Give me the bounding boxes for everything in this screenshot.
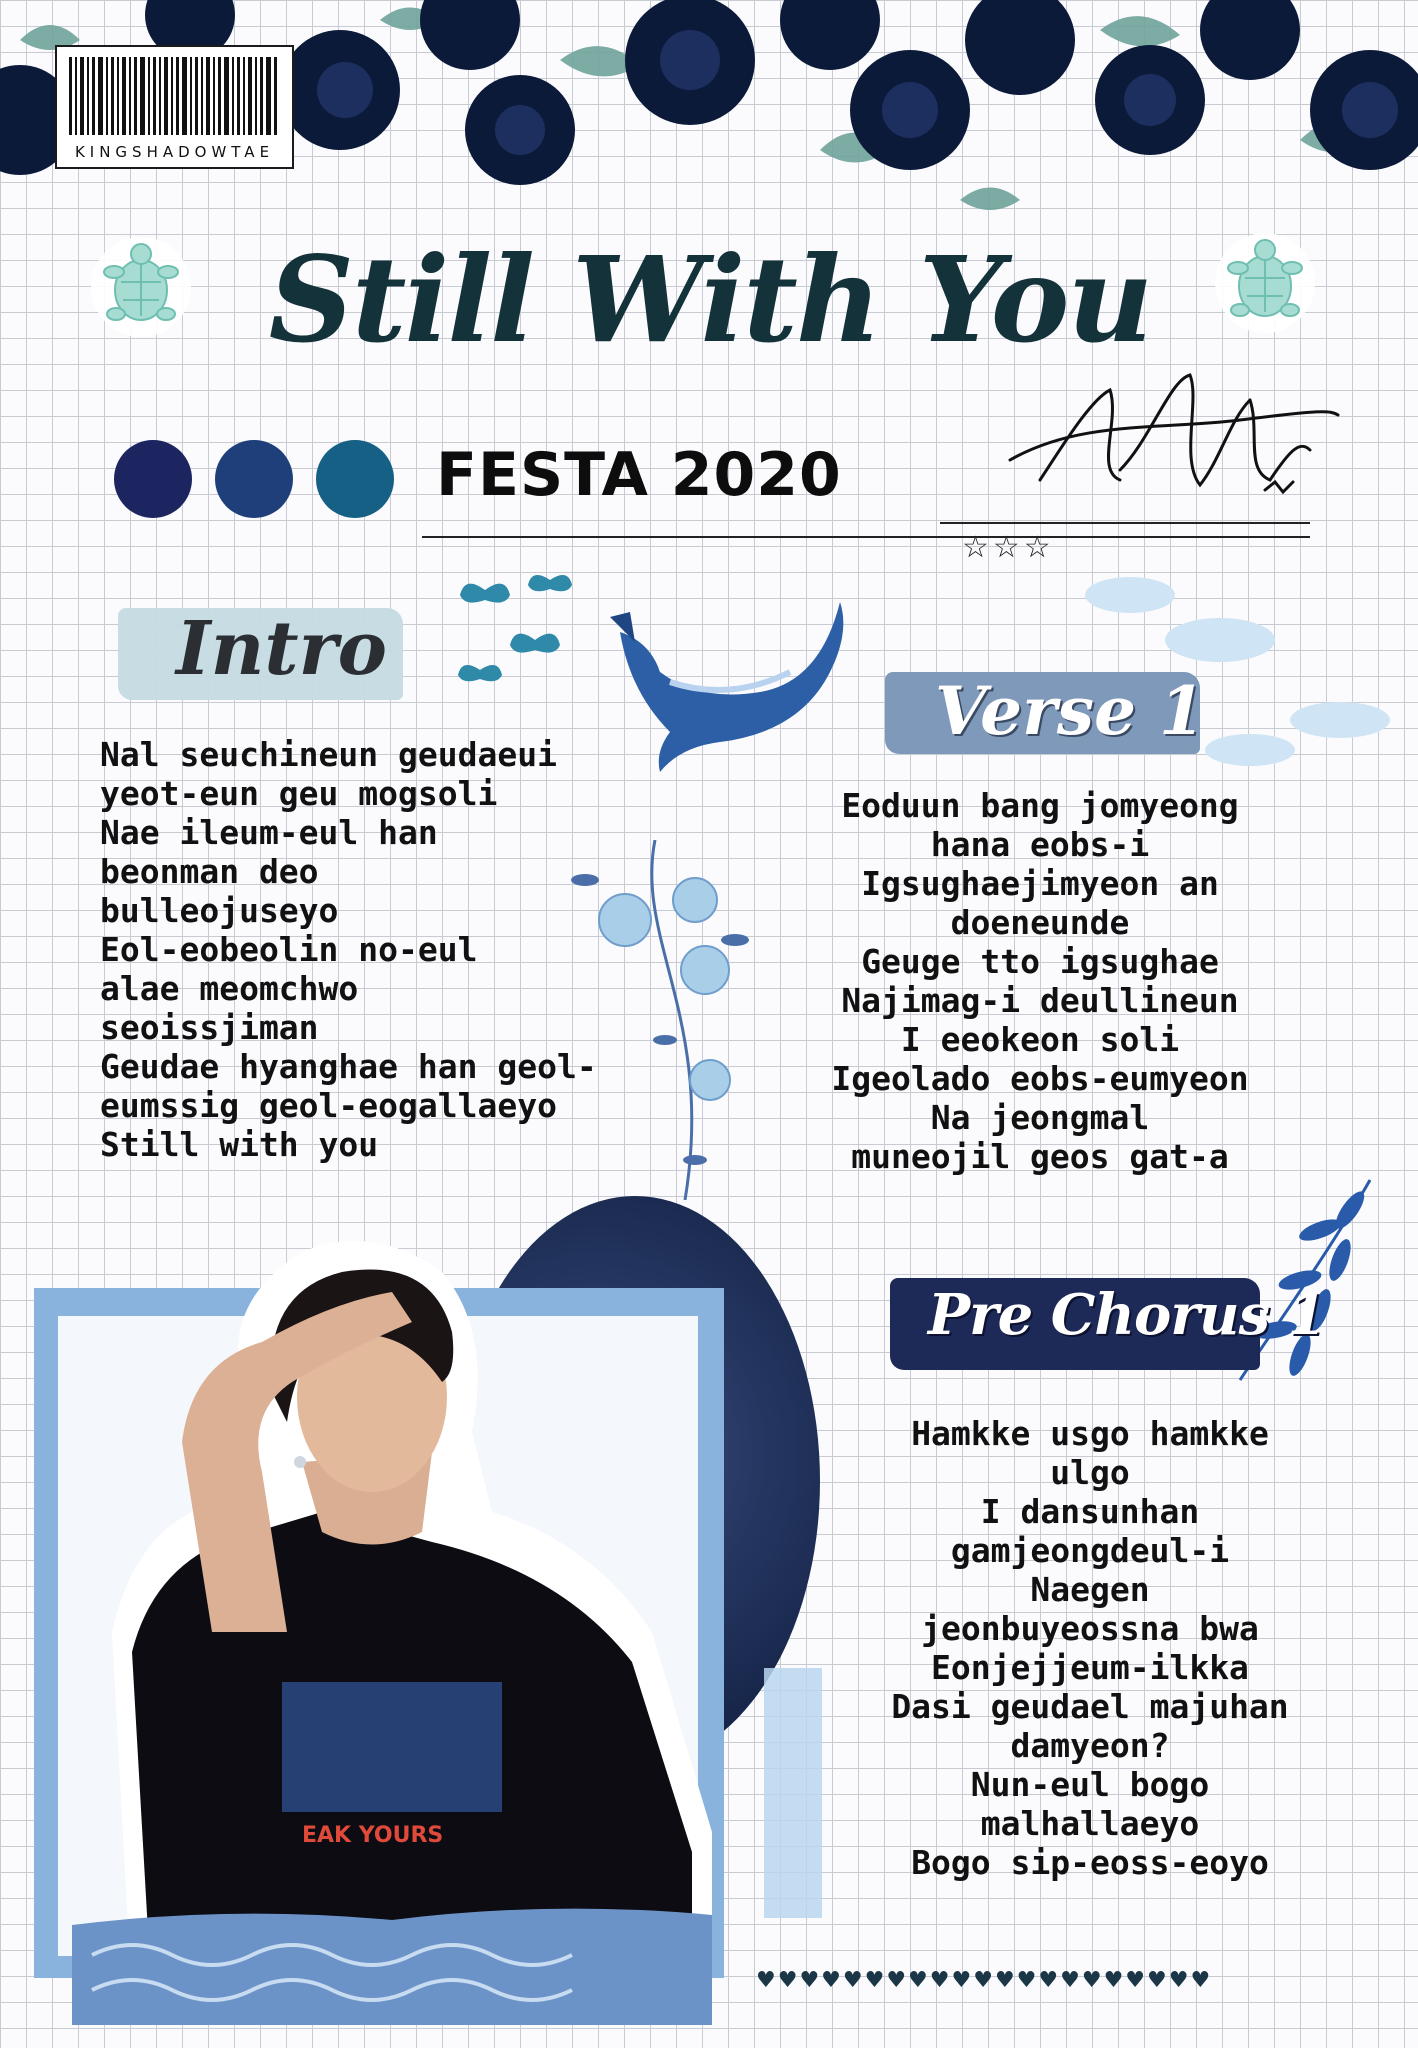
page-title: Still With You bbox=[268, 230, 1152, 369]
intro-heading: Intro bbox=[176, 606, 387, 692]
barcode-text: KINGSHADOWTAE bbox=[74, 143, 275, 161]
torn-paper-strip bbox=[72, 1895, 712, 2025]
turtle-sticker-icon bbox=[1210, 228, 1320, 338]
palette-dot bbox=[114, 440, 192, 518]
butterfly-icon bbox=[455, 570, 585, 710]
palette-dot bbox=[316, 440, 394, 518]
divider bbox=[422, 536, 1310, 538]
signature-icon bbox=[1000, 360, 1340, 520]
barcode-label bbox=[55, 45, 294, 169]
washi-tape bbox=[764, 1668, 822, 1918]
divider bbox=[940, 522, 1310, 524]
star-ornament: ☆☆☆ bbox=[962, 530, 1055, 565]
portrait-photo bbox=[72, 1212, 712, 2002]
verse1-heading: Verse 1 bbox=[935, 672, 1205, 750]
palette-dot bbox=[215, 440, 293, 518]
heart-divider: ♥♥♥♥♥♥♥♥♥♥♥♥♥♥♥♥♥♥♥♥♥ bbox=[756, 1968, 1213, 1993]
prechorus1-lyrics: Hamkke usgo hamkke ulgo I dansunhan gamjeongdeul-i Naegen jeonbuyeossna bwa Eonjejjeum-ilkka Dasi geudael majuhan damyeon? Nun-eul bogo malhallaeyo Bogo sip-eoss-eoyo bbox=[891, 1414, 1289, 1882]
turtle-sticker-icon bbox=[86, 232, 196, 342]
barcode-icon bbox=[69, 57, 280, 135]
verse1-lyrics: Eoduun bang jomyeong hana eobs-i Igsughaejimyeon an doeneunde Geuge tto igsughae Najimag-i deullineun I eeokeon soli Igeolado eobs-eumyeon Na jeongmal muneojil geos gat-a bbox=[831, 786, 1249, 1176]
intro-lyrics: Nal seuchineun geudaeui yeot-eun geu mogsoli Nae ileum-eul han beonman deo bulleojuseyo Eol-eobeolin no-eul alae meomchwo seoissjiman Geudae hyanghae han geol- eumssig geol-eogallaeyo Still with you bbox=[100, 735, 597, 1164]
svg-text:EAK YOURS: EAK YOURS bbox=[302, 1823, 444, 1848]
event-label: FESTA 2020 bbox=[436, 440, 842, 510]
prechorus1-heading: Pre Chorus 1 bbox=[928, 1282, 1326, 1348]
